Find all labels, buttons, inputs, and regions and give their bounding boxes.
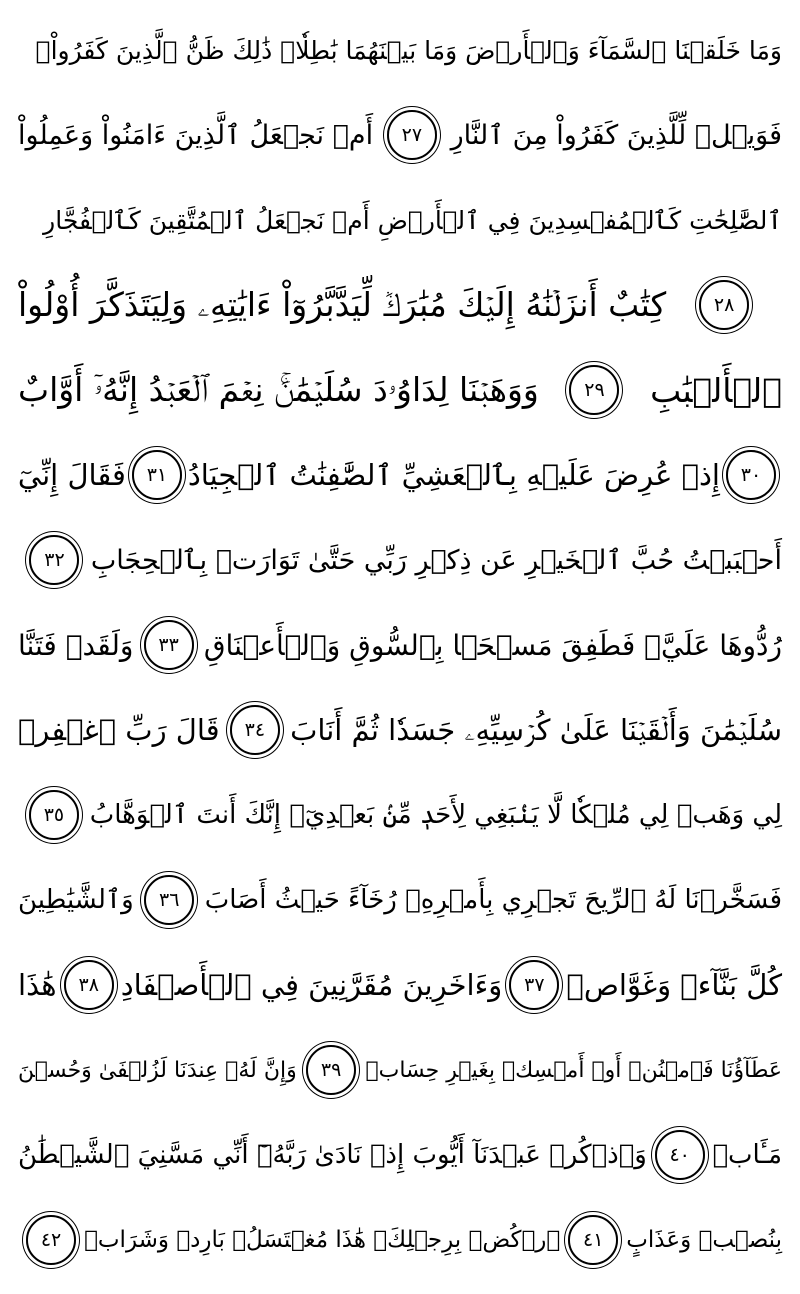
text-line <box>18 1113 782 1197</box>
verse-number-marker: ٢٩ <box>569 365 619 415</box>
text-line <box>18 433 782 517</box>
verse-text: كُلَّ بَنَّآءٖ وَغَوَّاصٖ <box>566 968 782 1002</box>
verse-text: أَحۡبَبۡتُ حُبَّ ٱلۡخَيۡرِ عَن ذِكۡرِ رَبِّي حَتَّىٰ تَوَارَتۡ بِٱلۡحِجَابِ <box>90 544 782 576</box>
verse-text: سُلَيۡمَٰنَ وَأَلۡقَيۡنَا عَلَىٰ كُرۡسِيِّهِۦ جَسَدٗا ثُمَّ أَنَابَ <box>290 712 782 747</box>
verse-text: فَسَخَّرۡنَا لَهُ ٱلرِّيحَ تَجۡرِي بِأَمۡرِهِۦ رُخَآءً حَيۡثُ أَصَابَ <box>204 885 782 915</box>
verse-text: فَقَالَ إِنِّيٓ <box>17 458 126 492</box>
verse-text: أَمۡ نَجۡعَلُ ٱلَّذِينَ ءَامَنُواْ وَعَمِلُواْ <box>18 119 374 151</box>
verse-number-marker: ٣٨ <box>64 960 114 1010</box>
verse-number-marker: ٣٧ <box>509 960 559 1010</box>
text-line <box>18 348 782 432</box>
text-line <box>18 8 782 92</box>
verse-number-marker: ٤٠ <box>655 1130 705 1180</box>
verse-number-marker: ٢٨ <box>699 280 749 330</box>
verse-text: قَالَ رَبِّ ٱغۡفِرۡ <box>18 713 220 747</box>
verse-number-marker: ٣٢ <box>29 535 79 585</box>
verse-text: مَـَٔابٖ <box>712 1140 782 1170</box>
text-line <box>18 688 782 772</box>
verse-number-marker: ٣٤ <box>230 705 280 755</box>
verse-text: هَٰذَا <box>18 968 57 1002</box>
text-line <box>18 773 782 857</box>
text-line <box>18 178 782 262</box>
verse-number-marker: ٣٥ <box>29 790 79 840</box>
verse-text: وَٱلشَّيَٰطِينَ <box>18 885 134 915</box>
verse-text: كِتَٰبٌ أَنزَلۡنَٰهُ إِلَيۡكَ مُبَٰرَكٞ لِّيَدَّبَّرُوٓاْ ءَايَٰتِهِۦ وَلِيَتَذَكَّرَ أُوْلُواْ <box>18 285 667 324</box>
text-line <box>18 263 782 347</box>
text-line <box>18 1198 782 1282</box>
verse-text: وَإِنَّ لَهُۥ عِندَنَا لَزُلۡفَىٰ وَحُسۡنَ <box>18 1057 297 1083</box>
text-line <box>18 603 782 687</box>
verse-text: إِذۡ عُرِضَ عَلَيۡهِ بِٱلۡعَشِيِّ ٱلصَّٰفِنَٰتُ ٱلۡجِيَادُ <box>187 458 720 492</box>
verse-text: عَطَآؤُنَا فَٱمۡنُنۡ أَوۡ أَمۡسِكۡ بِغَيۡرِ حِسَابٖ <box>365 1057 782 1083</box>
verse-number-marker: ٣٩ <box>306 1045 356 1095</box>
verse-text: لِي وَهَبۡ لِي مُلۡكٗا لَّا يَنۢبَغِي لِأَحَدٖ مِّنۢ بَعۡدِيٓۖ إِنَّكَ أَنتَ ٱلۡوَهَّابُ <box>89 800 782 830</box>
verse-number-marker: ٢٧ <box>387 110 437 160</box>
text-line <box>18 1028 782 1112</box>
text-line <box>18 943 782 1027</box>
verse-number-marker: ٤٢ <box>26 1215 76 1265</box>
verse-text: ٱلۡأَلۡبَٰبِ <box>650 370 782 410</box>
verse-text: وَٱذۡكُرۡ عَبۡدَنَآ أَيُّوبَ إِذۡ نَادَىٰ رَبَّهُۥٓ أَنِّي مَسَّنِيَ ٱلشَّيۡطَٰنُ <box>18 1140 647 1170</box>
verse-text: وَوَهَبۡنَا لِدَاوُۥدَ سُلَيۡمَٰنَۚ نِعۡمَ ٱلۡعَبۡدُ إِنَّهُۥٓ أَوَّابٌ <box>18 370 539 409</box>
verse-number-marker: ٣٦ <box>144 875 194 925</box>
verse-text: ٱرۡكُضۡ بِرِجۡلِكَۖ هَٰذَا مُغۡتَسَلُۢ بَارِدٞ وَشَرَابٞ <box>84 1227 561 1253</box>
text-line <box>18 518 782 602</box>
verse-text: وَلَقَدۡ فَتَنَّا <box>18 628 134 662</box>
mushaf-page <box>18 8 782 1288</box>
verse-text: فَوَيۡلٞ لِّلَّذِينَ كَفَرُواْ مِنَ ٱلنَّارِ <box>450 119 782 151</box>
verse-text: وَمَا خَلَقۡنَا ٱلسَّمَآءَ وَٱلۡأَرۡضَ وَمَا بَيۡنَهُمَا بَٰطِلٗاۚ ذَٰلِكَ ظَنُّ ٱلَّذِينَ كَفَرُواْۚ <box>35 35 782 65</box>
text-line <box>18 93 782 177</box>
verse-text: وَءَاخَرِينَ مُقَرَّنِينَ فِي ٱلۡأَصۡفَادِ <box>120 968 503 1002</box>
verse-number-marker: ٣٠ <box>726 450 776 500</box>
verse-number-marker: ٤١ <box>568 1215 618 1265</box>
verse-text: ٱلصَّٰلِحَٰتِ كَٱلۡمُفۡسِدِينَ فِي ٱلۡأَرۡضِ أَمۡ نَجۡعَلُ ٱلۡمُتَّقِينَ كَٱلۡفُجَّارِ <box>43 205 782 235</box>
text-line <box>18 858 782 942</box>
verse-text: رُدُّوهَا عَلَيَّۖ فَطَفِقَ مَسۡحَۢا بِٱلسُّوقِ وَٱلۡأَعۡنَاقِ <box>203 628 782 662</box>
verse-text: بِنُصۡبٖ وَعَذَابٍ <box>626 1227 782 1253</box>
verse-number-marker: ٣١ <box>132 450 182 500</box>
verse-number-marker: ٣٣ <box>144 620 194 670</box>
